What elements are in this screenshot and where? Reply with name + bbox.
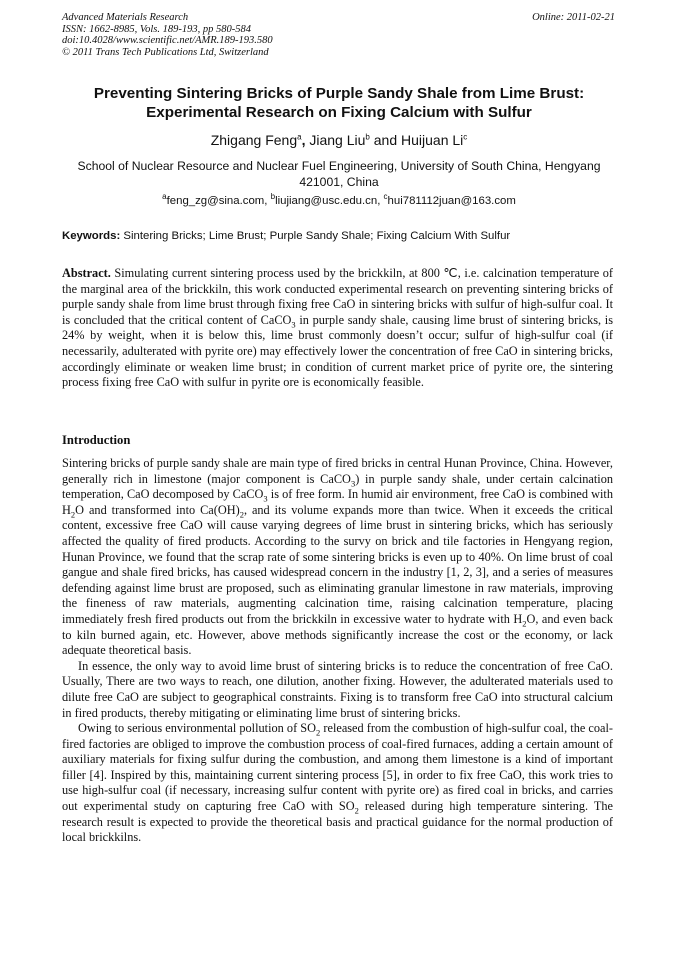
- title-line-2: Experimental Research on Fixing Calcium with Sulfur: [146, 104, 532, 121]
- author-affil-mark: b: [365, 132, 370, 142]
- author-affil-mark: c: [463, 132, 468, 142]
- abstract: [62, 266, 613, 391]
- abstract-text: Simulating current sintering process used by the brickkiln, at 800 ℃, i.e. calcination temperature of the marginal area of the brickkiln, this work conducted experimental research on preventing sintering bricks of purple sandy shale from lime brust through fixing free CaO in sintering bricks with sulfur of high-sulfur coal. It is concluded that the critical content of CaCO: [62, 266, 613, 327]
- introduction-body: [62, 456, 613, 846]
- paragraph-text: is of free form. In humid air environment, free CaO is combined with H: [62, 487, 613, 517]
- keywords-text: Sintering Bricks; Lime Brust; Purple Sandy Shale; Fixing Calcium With Sulfur: [120, 230, 511, 242]
- doi-line: doi:10.4028/www.scientific.net/AMR.189-193.580: [62, 35, 273, 47]
- author-name: Jiang Liu: [309, 132, 366, 148]
- affiliation: School of Nuclear Resource and Nuclear Fuel Engineering, University of South China, Hengyang 421001, China: [77, 159, 601, 189]
- paragraph-text: Owing to serious environmental pollution of SO: [78, 721, 317, 736]
- subscript: 2: [70, 509, 76, 520]
- paper-title: [62, 84, 616, 122]
- online-date: Online: 2011-02-21: [532, 12, 615, 23]
- journal-name: Advanced Materials Research: [62, 12, 189, 23]
- email-mark: b: [270, 192, 276, 202]
- paragraph-text: released from the combustion of high-sulfur coal, the coal-fired factories are obliged to improve the combustion process of coal-fired furnaces, adding a certain amount of auxiliary materials for fixing sulfur during the combustion, and among them limestone is a kind of important filler [4]. Inspired by this, maintaining current sintering process [5], in order to fix free CaO, this work tries to use high-sulfur coal (if necessary, increasing sulfur content with pyrite ore) as fired coal in bricks, and carries out experimental study on capturing free CaO with SO: [62, 721, 613, 814]
- keywords-line: [62, 229, 616, 243]
- subscript: 3: [291, 319, 296, 330]
- paragraph-text: Sintering bricks of purple sandy shale are main type of fired bricks in central Hunan Province, China. However, generally rich in limestone (major component is CaCO: [62, 456, 613, 486]
- journal-header: [62, 12, 273, 58]
- subscript: 2: [239, 509, 244, 520]
- email-address: feng_zg@sina.com,: [166, 195, 271, 207]
- author-separator: and: [369, 132, 401, 148]
- author-separator: ,: [301, 132, 310, 148]
- author-list: [62, 131, 616, 149]
- author-affil-mark: a: [297, 132, 302, 142]
- subscript: 2: [354, 805, 359, 816]
- email-mark: c: [383, 192, 388, 202]
- paragraph-text: O, and even back to kiln burned again, etc. However, above methods significantly increase the cost or the economy, or lack adequate theoretical basis.: [62, 611, 613, 658]
- issn-line: ISSN: 1662-8985, Vols. 189-193, pp 580-584: [62, 23, 251, 35]
- paragraph-text: O and transformed into Ca(OH): [75, 502, 240, 517]
- subscript: 2: [522, 618, 527, 629]
- paragraph-text: , and its volume expands more than twice. When it exceeds the critical content, excessive free CaO will cause varying degrees of lime brust in sintering bricks, which has seriously affected the quality of fired products. According to the survy on brick and tile factories in Hengyang region, Hunan Province, we found that the scrap rate of some sintering bricks is even up to 40%. On lime brust of coal gangue and shale fired bricks, has caused widespread concern in the industry [1, 2, 3], and a series of measures defending against lime brust are proposed, such as eliminating granular limestone in raw materials, improving the fineness of raw materials, augmenting calcination time, raising calcination temperature, placing immediately fresh fired products out from the brickkiln in excessive water to hydrate with H: [62, 502, 613, 626]
- abstract-text: in purple sandy shale, causing lime brust of sintering bricks, is 24% by weight, when it is below this, lime brust commonly doesn’t occur; sulfur of high-sulfur coal (if necessarily, adulterated with pyrite ore) may effectively lower the concentration of free CaO in sintering bricks, accordingly eliminate or weaken lime brust; in condition of current market price of pyrite ore, the sintering process fixing free CaO with sulfur in pyrite ore is economically feasible.: [62, 312, 613, 390]
- author-name: Huijuan Li: [401, 132, 464, 148]
- author-emails: [62, 194, 616, 208]
- subscript: 3: [350, 478, 356, 489]
- paragraph-2: In essence, the only way to avoid lime brust of sintering bricks is to reduce the concentration of free CaO. Usually, There are two ways to reach, one dilution, another fixing. However, the adulterated materials used to dilute free CaO are subject to geographical constraints. Fixing is to transform free CaO into structural calcium in fired products, thereby mitigating or eliminating lime brust of sintering bricks.: [62, 658, 613, 720]
- paragraph-text: ) in purple sandy shale, under certain calcination temperation, CaO decomposed by CaCO: [62, 471, 614, 502]
- email-address: hui781112juan@163.com: [387, 195, 516, 207]
- email-mark: a: [162, 192, 167, 202]
- section-heading-introduction: Introduction: [62, 433, 131, 447]
- title-line-1: Preventing Sintering Bricks of Purple Sandy Shale from Lime Brust:: [93, 85, 585, 102]
- paragraph-3: [62, 721, 613, 846]
- keywords-label: Keywords:: [62, 230, 121, 242]
- subscript: 2: [316, 727, 321, 738]
- paragraph-text: released during high temperature sintering. The research result is expected to provide the theoretical basis and practical guidance for the normal production of local brickkilns.: [62, 799, 613, 845]
- subscript: 3: [263, 493, 268, 504]
- copyright-line: © 2011 Trans Tech Publications Ltd, Switzerland: [62, 46, 269, 58]
- paragraph-1: [62, 456, 613, 659]
- author-name: Zhigang Feng: [210, 132, 298, 148]
- abstract-label: Abstract.: [62, 266, 111, 280]
- email-address: liujiang@usc.edu.cn,: [275, 195, 384, 207]
